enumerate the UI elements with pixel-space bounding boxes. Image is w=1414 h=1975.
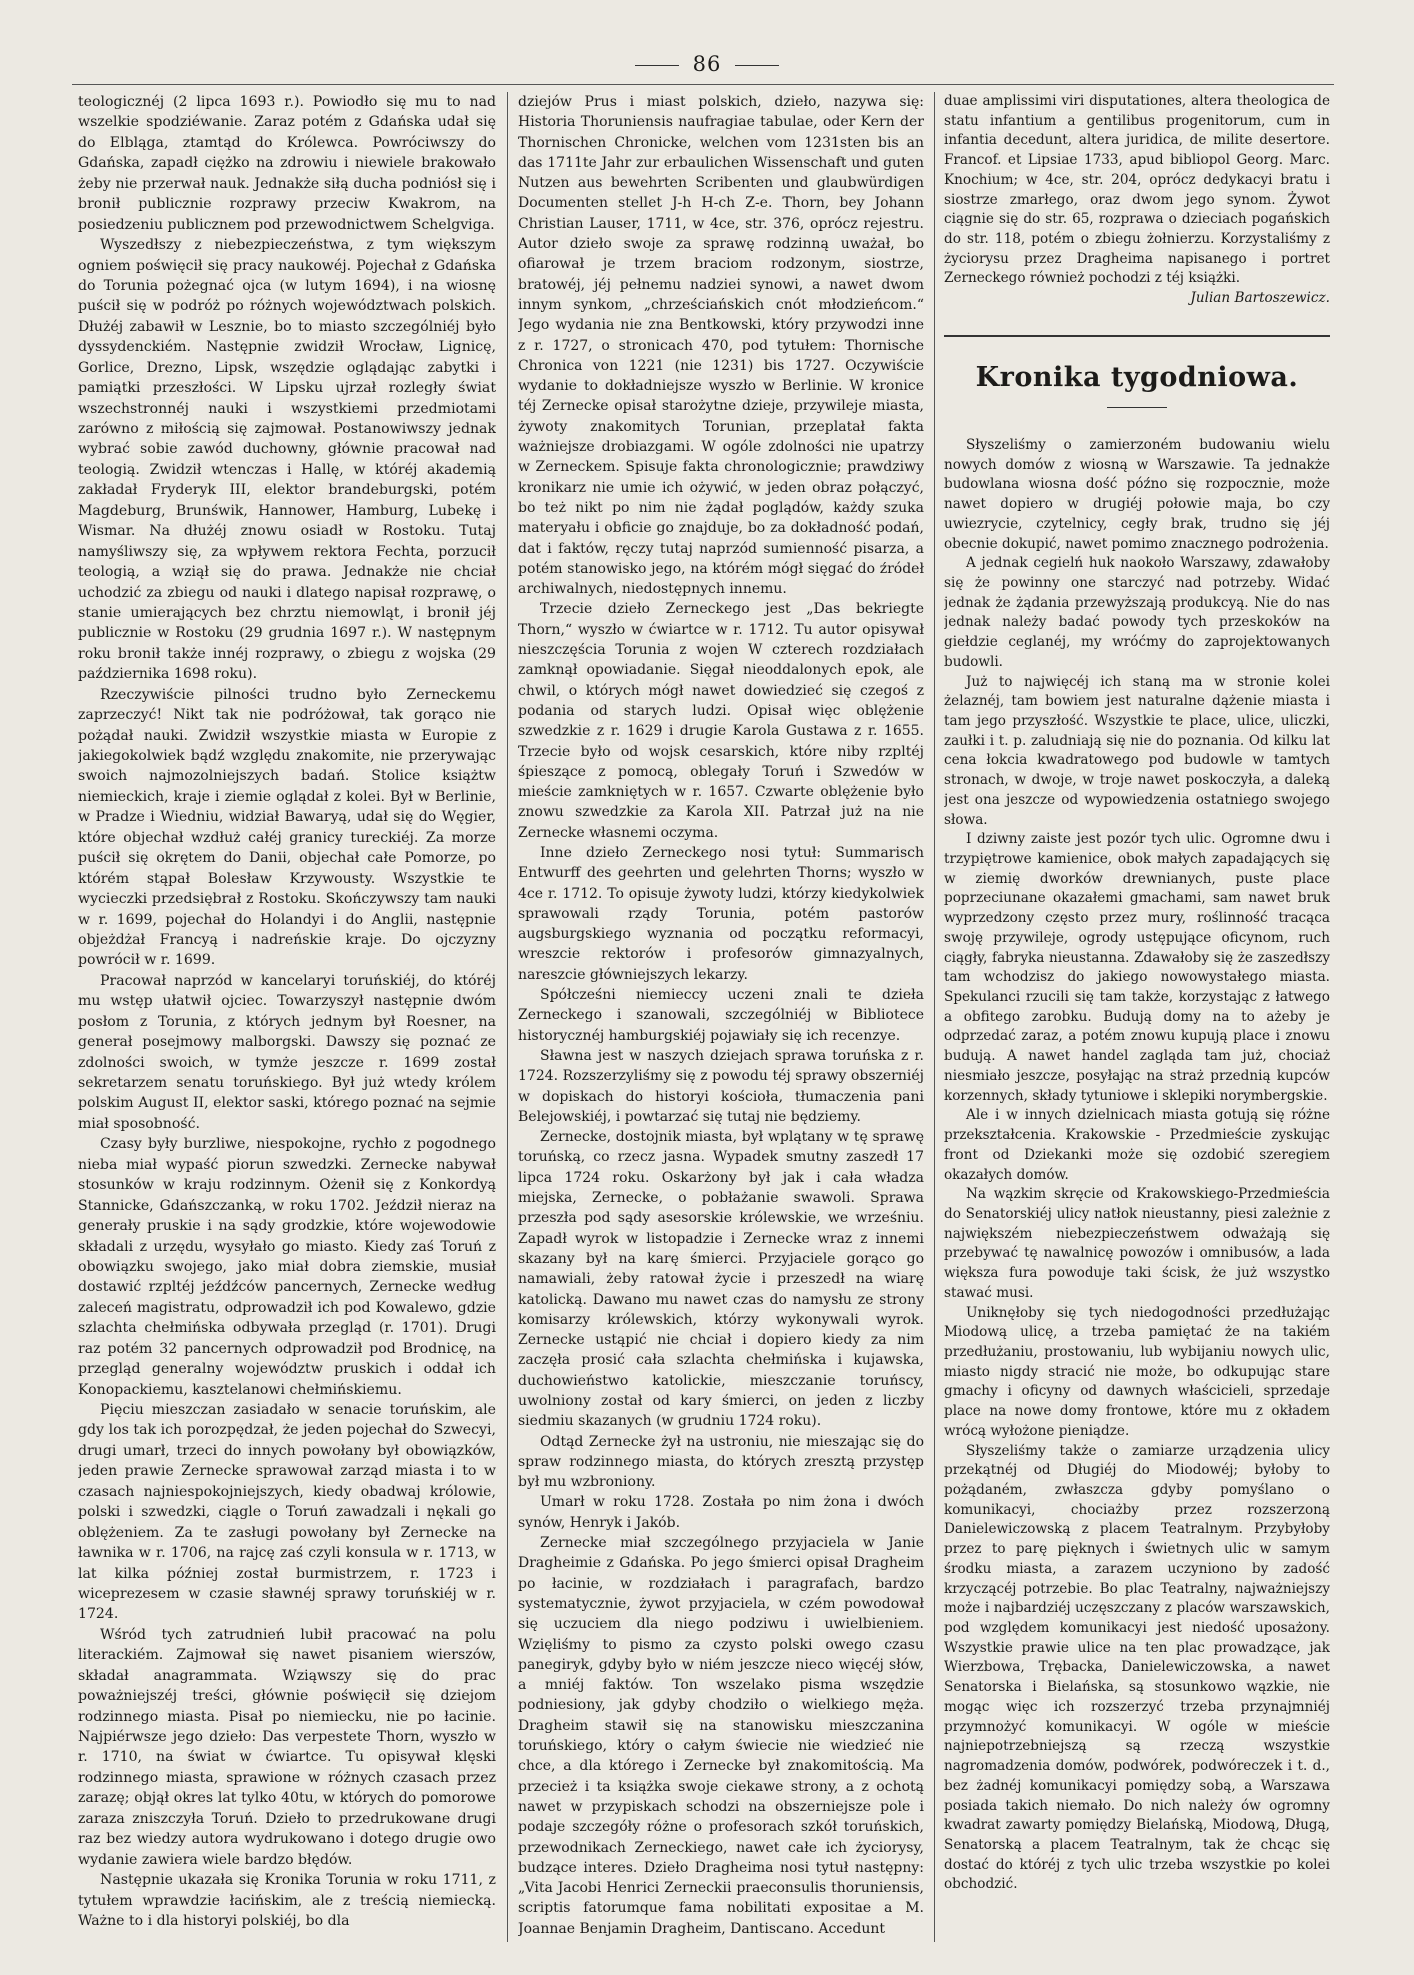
paragraph: Pracował naprzód w kancelaryi toruńskiéj, do któréj mu wstęp ułatwił ojciec. Towarzyszył następnie dwóm posłom z Torunia, z których jednym był Roesner, na generał posejmowy malborgski. Dawszy się poznać ze zdolności swoich, w tymże jeszcze r. 1699 został sekretarzem senatu toruńskiego. Był już wtedy królem polskim August II, elektor saski, którego poznać na sejmie miał sposobność. xyxy=(78,972,496,1132)
paragraph: Sławna jest w naszych dziejach sprawa toruńska z r. 1724. Rozszerzyliśmy się z powodu téj sprawy obszerniéj w dopiskach do historyi kościoła, tłumaczenia pani Belejowskiéj, i powtarzać się tutaj nie będziemy. xyxy=(518,1047,924,1125)
column-1 xyxy=(78,92,496,1942)
column-2 xyxy=(518,92,924,1942)
paragraph: Wyszedłszy z niebezpieczeństwa, z tym większym ogniem poświęcił się pracy naukowéj. Pojechał z Gdańska do Torunia pożegnać ojca (w lutym 1694), i na wiosnę puścił się w podróż po różnych województwach polskich. Dłużéj zabawił w Lesznie, bo to miasto szczególniéj było dyssydenckiém. Następnie zwidził Wrocław, Lignicę, Gorlice, Drezno, Lipsk, wszędzie oglądając zabytki i pamiątki przeszłości. W Lipsku ujrzał rozległy świat wszechstronnéj nauki i wszystkiemi przedmiotami zarówno z miłością się zajmował. Postanowiwszy jednak wybrać sobie zawód duchowny, głównie pracował nad teologią. Zwidził wtenczas i Hallę, w któréj akademią zakładał Fryderyk III, elektor brandeburgski, potém Magdeburg, Brunświk, Hannower, Hamburg, Lubekę i Wismar. Na dłużéj znowu osiadł w Rostoku. Tutaj namyśliwszy się, za wpływem rektora Fechta, porzucił teologią, a wziął się do prawa. Jednakże nie chciał uchodzić za zbiegu od nauki i dlatego napisał rozprawę, o stanie umierających bez chrztu niemowląt, i bronił jéj publicznie w Rostoku (29 grudnia 1697 r.). W następnym roku bronił także innéj rozprawy, o zbiegu z wojska (29 października 1698 roku). xyxy=(78,237,496,683)
paragraph: A jednak cegielń huk naokoło Warszawy, zdawałoby się że powinny one starczyć nad potrzeby. Widać jednak że żądania przewyższają produkcyą. Nie do nas jednak należy badać powody tych przeskoków na giełdzie ceglanéj, my wróćmy do zaprojektowanych budowli. xyxy=(944,555,1330,670)
paragraph: Trzecie dzieło Zerneckego jest „Das bekriegte Thorn,“ wyszło w ćwiartce w r. 1712. Tu autor opisywał nieszczęścia Torunia z wojen W czterech rozdziałach zamknął opowiadanie. Sięgał nieoddalonych epok, ale chwil, o których mógł nawet dowiedzieć się czegoś z podania od starych ludzi. Opisał więc oblężenie szwedzkie z r. 1629 i drugie Karola Gustawa z r. 1655. Trzecie było od wojsk cesarskich, które niby rzpltéj śpieszące z pomocą, oblegały Toruń i Szwedów w mieście zamkniętych w r. 1657. Czwarte oblężenie było znowu szwedzkie za Karola XII. Patrzał już na nie Zernecke własnemi oczyma. xyxy=(518,601,924,841)
kronika-body xyxy=(944,436,1330,1895)
paragraph: Słyszeliśmy o zamierzoném budowaniu wielu nowych domów z wiosną w Warszawie. Ta jednakże budowlana wiosna dość późno się rozpocznie, może nawet dopiero w drugiéj połowie maja, bo czy uwiezrycie, czytelnicy, cegły brak, trudno się jéj obecnie dokupić, nawet pomimo znacznego podrożenia. xyxy=(944,436,1330,552)
section-divider xyxy=(944,335,1330,337)
paragraph: Już to najwięcéj ich staną ma w stronie kolei żelaznéj, tam bowiem jest naturalne dążenie miasta i tam jego przyszłość. Wszystkie te place, ulice, uliczki, zaułki i t. p. zaludniają się nie do poznania. Od kilku lat cena łokcia kwadratowego pod budowle w tamtych stronach, w dwoje, w troje nawet poskoczyła, a daleką jest ona jeszcze od wypowiedzenia ostatniego swojego słowa. xyxy=(944,673,1330,828)
author-signature: Julian Bartoszewicz. xyxy=(1190,290,1330,307)
paragraph: I dziwny zaiste jest pozór tych ulic. Ogromne dwu i trzypiętrowe kamienice, obok małych zapadających się w ziemię dworków drewnianych, puste place poprzeciunane okazałemi gmachami, sam nawet bruk wyprzedzony często przez mury, roślinność tracąca swoję przywileje, ogrody ustępujące oficynom, ruch ciągły, fabryka nieustanna. Zdawałoby się że zaszedłszy tam wchodzisz do jakiego nowowystałego miasta. Spekulanci rzucili się tam także, korzystając z łatwego a obfitego zarobku. Budują domy na to ażeby je odprzedać zaraz, a potém znowu kupują place i znowu budują. A nawet handel zagląda tam już, chociaż niesmiało jeszcze, posyłając na straż przednią kupców korzennych, składy tytuniowe i sklepiki norymbergskie. xyxy=(944,831,1330,1104)
paragraph: Zernecke miał szczególnego przyjaciela w Janie Dragheimie z Gdańska. Po jego śmierci opisał Dragheim po łacinie, w rozdziałach i paragrafach, bardzo systematycznie, żywot przyjaciela, w czém powodował się uczuciem dla niego podziwu i uwielbieniem. Wzięliśmy to pismo za czysto polski owego czasu panegiryk, gdyby było w niém jeszcze nieco więcéj słów, a mniéj faktów. Ton wszelako pisma wszędzie podniesiony, jak gdyby chodziło o wielkiego męża. Dragheim stawił się na stanowisku mieszczanina toruńskiego, który o całym świecie nie wiedzieć nie chce, a dla którego i Zernecke był znakomitością. Ma przecież i ta książka swoje ciekawe strony, a z ochotą nawet w przypiskach schodzi na obszerniejsze pole i podaje szczegóły różne o profesorach szkół toruńskich, przewodnikach Zerneckiego, nawet całe ich życiorysy, budzące interes. Dzieło Dragheima nosi tytuł następny: „Vita Jacobi Henrici Zerneckii praeconsulis thoruniensis, scriptis fatorumque fama nobilitati expositae a M. Joannae Benjamin Dragheim, Dantiscano. Accedunt xyxy=(518,1535,924,1937)
column-divider-2 xyxy=(934,92,935,1942)
paragraph: Czasy były burzliwe, niespokojne, rychło z pogodnego nieba miał wypaść piorun szwedzki. Zernecke nabywał stosunków w kraju rodzinnym. Ożenił się z Konkordyą Stannicke, Gdańszczanką, w roku 1702. Jeździł nieraz na generały pruskie i na sądy grodzkie, które wojewodowie składali z urzędu, wysyłało go miasto. Kiedy zaś Toruń z obowiązku swojego, jako miał dobra ziemskie, musiał dostawić rzpltéj jeźdźców pancernych, Zernecke według zaleceń magistratu, odprowadził ich pod Kowalewo, gdzie szlachta chełmińska odbywała przegląd (r. 1701). Drugi raz potém 32 pancernych odprowadził pod Brodnicę, na przegląd generalny województw pruskich i oddał ich Konopackiemu, kasztelanowi chełmińskiemu. xyxy=(78,1136,496,1398)
column-3 xyxy=(944,92,1330,1942)
paragraph: Spółcześni niemieccy uczeni znali te dzieła Zerneckego i szanowali, szczególniéj w Bibliotece historycznéj hamburgskiéj pojawiały się ich recenzye. xyxy=(518,987,924,1044)
folio-dash-right xyxy=(735,65,779,66)
paragraph: teologicznéj (2 lipca 1693 r.). Powiodło się mu to nad wszelkie spodziéwanie. Zaraz potém z Gdańska udał się do Elbląga, ztamtąd do Królewca. Powróciwszy do Gdańska, zapadł ciężko na zdrowiu i niewiele brakowało żeby nie przerwał nauk. Jednakże siłą ducha podniósł się i bronił publicznie rozprawy przeciw Kwakrom, na posiedzeniu publicznem pod przewodnictwem Schelgviga. xyxy=(78,94,496,233)
paragraph: dziejów Prus i miast polskich, dzieło, nazywa się: Historia Thoruniensis naufragiae tabulae, oder Kern der Thornischen Chronicke, welchen vom 1231sten bis an das 1711te Jahr zur erbaulichen Wissenschaft und guten Nutzen aus bewehrten Scribenten und glaubwürdigen Documenten stellet J-h H-ch Z-e. Thorn, bey Johann Christian Lauser, 1711, w 4ce, str. 376, oprócz rejestru. Autor dzieło swoje za sprawę rodzinną uważał, bo ofiarował je trzem braciom rodzonym, siostrze, bratowéj, jéj pełnemu nadziei synowi, a nawet dwom innym synkom, „chrześciańskich cnót młodzieńcom.“ Jego wydania nie zna Bentkowski, który przywodzi inne z r. 1727, o stronicach 470, pod tytułem: Thornische Chronica von 1221 (nie 1231) bis 1727. Oczywiście wydanie to dokładniejsze wyszło w Berlinie. W kronice téj Zernecke opisał starożytne dzieje, przywileje miasta, żywoty znakomitych Torunian, przeplatał fakta ważniejsze drobiazgami. W ogóle zdolności nie upatrzy w Zerneckem. Spisuje fakta chronologicznie; prawdziwy kronikarz nie umie ich ożywić, w jeden obraz połączyć, bo też nikt po nim nie żądał poglądów, każdy szuka materyału i obficie go znajduje, bo za dokładność podań, dat i faktów, ręczy tutaj naprzód sumienność pisarza, a potém stanowisko jego, na którém mógł sięgać do źródeł archiwalnych, niedostępnych innemu. xyxy=(518,94,924,598)
paragraph: Następnie ukazała się Kronika Torunia w roku 1711, z tytułem wprawdzie łacińskim, ale z treścią niemiecką. Ważne to i dla historyi polskiéj, bo dla xyxy=(78,1872,496,1929)
biography-conclusion: duae amplissimi viri disputationes, altera theologica de statu infantium a gentilibus progenitorum, cum in infantia decedunt, altera juridica, de milite desertore. Francof. et Lipsiae 1733, apud bibliopol Georg. Marc. Knochium; w 4ce, str. 204, oprócz dedykacyi bratu i siostrze zmarłego, oraz dwom jego synom. Żywot ciągnie się do str. 65, rozprawa o dzieciach pogańskich do str. 118, potém o zbiegu żołnierzu. Korzystaliśmy z życiorysu przez Dragheima napisanego i portret Zerneckego również pochodzi z téj książki. xyxy=(944,93,1330,287)
paragraph: Odtąd Zernecke żył na ustroniu, nie mieszając się do spraw rodzinnego miasta, do których zresztą przystęp był mu wzbroniony. xyxy=(518,1433,924,1491)
paragraph: Na wązkim skręcie od Krakowskiego-Przedmieścia do Senatorskiéj ulicy natłok nieustanny, piesi zależnie z największém niebezpieczeństwem odważają się przebywać tę nawalnicę powozów i omnibusów, a lada większa fura powoduje taki ścisk, że już wszystko stawać musi. xyxy=(944,1186,1330,1301)
section-title: Kronika tygodniowa. xyxy=(975,361,1299,393)
paragraph: Umarł w roku 1728. Została po nim żona i dwóch synów, Henryk i Jakób. xyxy=(518,1494,924,1531)
folio-dash-left xyxy=(635,65,679,66)
paragraph: Zernecke, dostojnik miasta, był wplątany w tę sprawę toruńską, co rzecz jasna. Wypadek smutny zaszedł 17 lipca 1724 roku. Oskarżony był jak i cała władza miejska, Zernecke, o pobłażanie swawoli. Sprawa przeszła pod sądy asesorskie królewskie, we wrześniu. Zapadł wyrok w listopadzie i Zernecke wraz z innemi skazany był na karę śmierci. Przyjaciele gorąco go namawiali, żeby ratował życie i przeszedł na wiarę katolicką. Dawano mu nawet czas do namysłu ze strony komisarzy królewskich, którzy wykonywali wyrok. Zernecke ustąpić nie chciał i dopiero kiedy za nim zaczęła prosić cała szlachta chełmińska i kujawska, duchowieństwo katolickie, mieszczanie toruńscy, uwolniony został od kary śmierci, on jeden z liczby siedmiu skazanych (w grudniu 1724 roku). xyxy=(518,1129,924,1430)
paragraph: Inne dzieło Zerneckego nosi tytuł: Summarisch Entwurff des geehrten und gelehrten Thorns; wyszło w 4ce r. 1712. To opisuje żywoty ludzi, którzy kiedykolwiek sprawowali rządy Torunia, potém pastorów augsburgskiego wyznania od początku reformacyi, wreszcie rektorów i profesorów gimnazyalnych, nareszcie główniejszych lekarzy. xyxy=(518,844,924,983)
paragraph: Pięciu mieszczan zasiadało w senacie toruńskim, ale gdy los tak ich porozpędzał, że jeden pojechał do Szwecyi, drugi umarł, trzeci do innych powołany był obowiązków, jeden prawie Zernecke sprawował zarząd miasta i to w czasach najniespokojniejszych, kiedy obadwaj królowie, polski i szwedzki, ciągle o Toruń zawadzali i nękali go oblężeniem. Za te zasługi powołany był Zernecke na ławnika w r. 1706, na rajcę zaś czyli konsula w r. 1713, w lat kilka później został burmistrzem, r. 1723 i wiceprezesem w czasie sławnéj sprawy toruńskiéj w r. 1724. xyxy=(78,1402,496,1623)
header-rule xyxy=(72,84,1334,85)
column-divider-1 xyxy=(507,92,508,1942)
paragraph: Ale i w innych dzielnicach miasta gotują się różne przekształcenia. Krakowskie - Przedmieście zyskując front od Dziekanki może się ozdobić szeregiem okazałych domów. xyxy=(944,1107,1330,1183)
paragraph: Uniknęłoby się tych niedogodności przedłużając Miodową ulicę, a trzeba pamiętać że na takiém przedłużaniu, prostowaniu, lub wybijaniu nowych ulic, miasto nigdy stracić nie może, bo odkupując stare gmachy i oficyny od dawnych właścicieli, sprzedaje place na nowe domy frontowe, które mu z okładem wrócą wyłożone pieniądze. xyxy=(944,1304,1330,1439)
page-number: 86 xyxy=(692,52,722,76)
paragraph: Słyszeliśmy także o zamiarze urządzenia ulicy przekątnéj od Długiéj do Miodowéj; byłoby to pożądaném, zwłaszcza gdyby pomyślano o komunikacyi, chociażby przez rozszerzoną Danielewiczowską z placem Teatralnym. Przybyłoby przez to parę pięknych i świetnych ulic w samym środku miasta, a zarazem uczyniono by zadość krzyczącéj potrzebie. Bo plac Teatralny, najważniejszy może i najbardziéj uczęszczany z placów warszawskich, pod względem komunikacyi jest niedość uposażony. Wszystkie prawie ulice na ten plac prowadzące, jak Wierzbowa, Trębacka, Danielewiczowska, a nawet Senatorska i Bielańska, są stosunkowo wązkie, nie mogąc więc ich rozszerzyć trzeba przynajmniéj przymnożyć komunikacyi. W ogóle w mieście najniepotrzebniejszą są rzeczą wszystkie nagromadzenia domów, podwórek, podwóreczek i t. d., bez żadnéj komunikacyi pomiędzy sobą, a Warszawa posiada takich niemało. Do nich należy ów ogromny kwadrat zawarty pomiędzy Bielańską, Miodową, Długą, Senatorską a placem Teatralnym, tak że chcąc się dostać do któréj z tych ulic trzeba wszystkie po kolei obchodzić. xyxy=(944,1442,1330,1893)
paragraph: Rzeczywiście pilności trudno było Zerneckemu zaprzeczyć! Nikt tak nie podróżował, tak gorąco nie pożądał nauki. Zwidził wszystkie miasta w Europie z jakiegokolwiek bądź względu znakomite, nie przerywając swoich najmozolniejszych badań. Stolice książtw niemieckich, kraje i ziemie oglądał z kolei. Był w Berlinie, w Pradze i Wiedniu, widział Bawaryą, udał się do Węgier, które objechał wzdłuż całéj granicy tureckiéj. Za morze puścił się okrętem do Danii, objechał całe Pomorze, po którém stąpał Bolesław Krzywousty. Wszystkie te wycieczki przedsiębrał z Rostoku. Skończywszy tam nauki w r. 1699, pojechał do Holandyi i do Anglii, następnie objeżdżał Francyą i nadreńskie kraje. Do ojczyzny powrócił w r. 1699. xyxy=(78,686,496,969)
page-folio xyxy=(0,52,1414,76)
title-underline xyxy=(1107,407,1167,408)
paragraph: Wśród tych zatrudnień lubił pracować na polu literackiém. Zajmował się nawet pisaniem wierszów, składał anagrammata. Wziąwszy się do prac poważniejszéj treści, głównie poświęcił się dziejom rodzinnego miasta. Pisał po niemiecku, nie po łacinie. Najpiérwsze jego dzieło: Das verpestete Thorn, wyszło w r. 1710, na świat w ćwiartce. Tu opisywał klęski rodzinnego miasta, sprawione w różnych czasach przez zarazę; objął okres lat tylko 40tu, w których do pomorowe zaraza zniszczyła Toruń. Dzieło to przedrukowane drugi raz bez wiedzy autora wydrukowano i dotego drugie owo wydanie zawiera wiele bardzo błędów. xyxy=(78,1626,496,1868)
